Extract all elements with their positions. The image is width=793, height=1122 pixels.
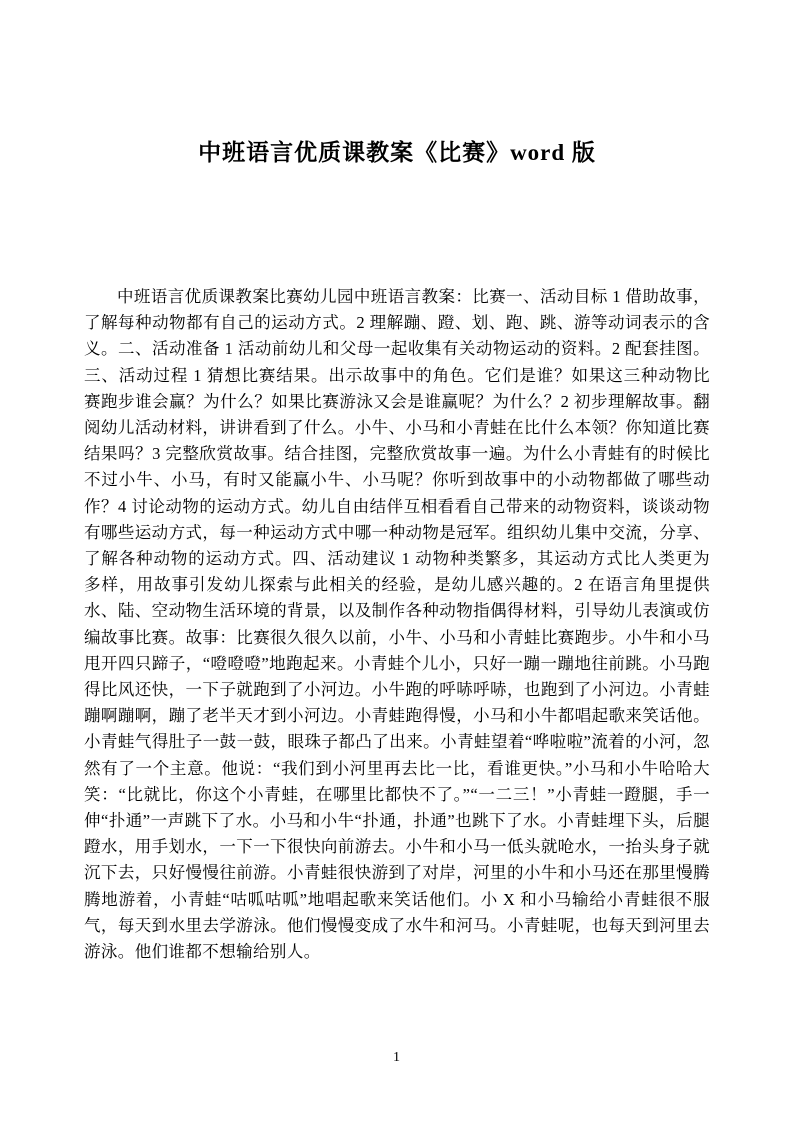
document-title: 中班语言优质课教案《比赛》word 版 [198,140,596,165]
document-body-paragraph: 中班语言优质课教案比赛幼儿园中班语言教案：比赛一、活动目标 1 借助故事，了解每种动物都有自己的运动方式。2 理解蹦、蹬、划、跑、跳、游等动词表示的含义。二、活动准备 1 活动前幼儿和父母一起收集有关动物运动的资料。2 配套挂图。三、活动过程 1 猜想比赛结果。出示故事中的角色。它们是谁？如果这三种动物比赛跑步谁会赢？为什么？如果比赛游泳又会是谁赢呢？为什么？2 初步理解故事。翻阅幼儿活动材料，讲讲看到了什么。小牛、小马和小青蛙在比什么本领？你知道比赛结果吗？3 完整欣赏故事。结合挂图，完整欣赏故事一遍。为什么小青蛙有的时候比不过小牛、小马，有时又能赢小牛、小马呢？你听到故事中的小动物都做了哪些动作？4 讨论动物的运动方式。幼儿自由结伴互相看看自己带来的动物资料，谈谈动物有哪些运动方式，每一种运动方式中哪一种动物是冠军。组织幼儿集中交流，分享、了解各种动物的运动方式。四、活动建议 1 动物种类繁多，其运动方式比人类更为多样，用故事引发幼儿探索与此相关的经验，是幼儿感兴趣的。2 在语言角里提供水、陆、空动物生活环境的背景，以及制作各种动物指偶得材料，引导幼儿表演或仿编故事比赛。故事：比赛很久很久以前，小牛、小马和小青蛙比赛跑步。小牛和小马甩开四只蹄子，“噔噔噔”地跑起来。小青蛙个儿小，只好一蹦一蹦地往前跳。小马跑得比风还快，一下子就跑到了小河边。小牛跑的呼哧呼哧，也跑到了小河边。小青蛙蹦啊蹦啊，蹦了老半天才到小河边。小青蛙跑得慢，小马和小牛都唱起歌来笑话他。小青蛙气得肚子一鼓一鼓，眼珠子都凸了出来。小青蛙望着“哗啦啦”流着的小河，忽然有了一个主意。他说：“我们到小河里再去比一比，看谁更快。”小马和小牛哈哈大笑：“比就比，你这个小青蛙，在哪里比都快不了。”“一二三！”小青蛙一蹬腿，手一伸“扑通”一声跳下了水。小马和小牛“扑通，扑通”也跳下了水。小青蛙埋下头，后腿蹬水，用手划水，一下一下很快向前游去。小牛和小马一低头就呛水，一抬头身子就沉下去，只好慢慢往前游。小青蛙很快游到了对岸，河里的小牛和小马还在那里慢腾腾地游着，小青蛙“咕呱咕呱”地唱起歌来笑话他们。小 X 和小马输给小青蛙很不服气，每天到水里去学游泳。他们慢慢变成了水牛和河马。小青蛙呢，也每天到河里去游泳。他们谁都不想输给别人。 [84,287,710,962]
page-number: 1 [393,1050,400,1065]
